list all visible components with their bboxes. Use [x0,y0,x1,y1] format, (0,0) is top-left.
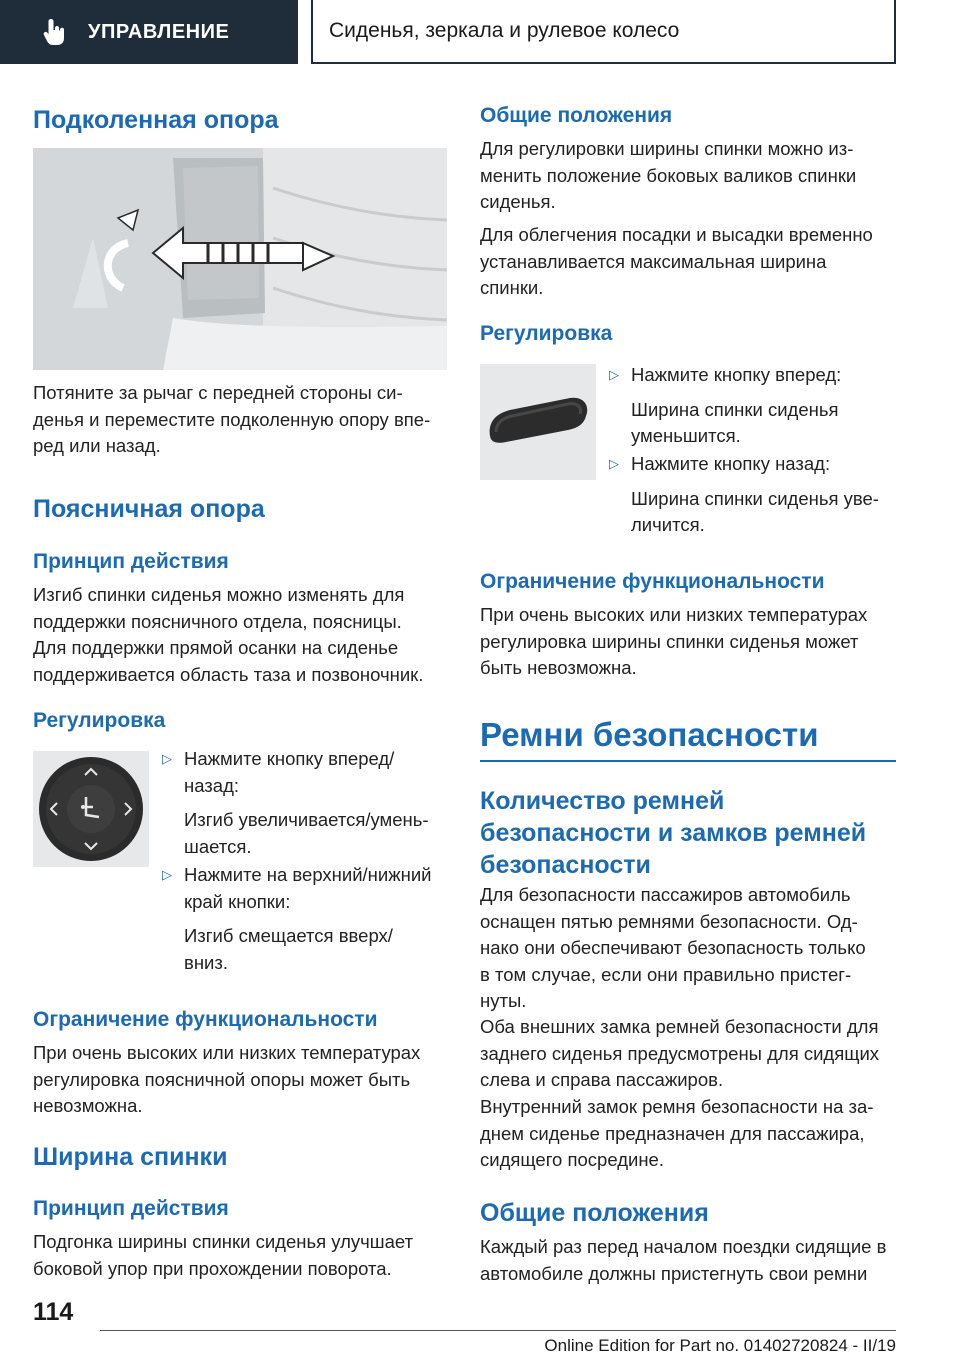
bullet-text: Нажмите кнопку вперед/ [184,748,395,769]
width-bullet-2 [609,451,896,539]
belt-count-line: заднего сиденья предусмотрены для сидящих [480,1042,880,1064]
general-line: Для регулировки ширины спинки можно из- [480,138,854,159]
lumbar-limit-heading: Ограничение функциональности [33,1008,378,1031]
general-line: устанавливается максимальная ширина [480,250,827,272]
general2-heading: Общие положения [480,1199,709,1227]
knee-text-line: денья и переместите подколенную опору впе- [33,408,431,430]
footer-divider [100,1330,896,1331]
bullet-result: Изгиб смещается вверх/ [184,925,393,946]
bullet-text: назад: [184,774,240,796]
width-adjust-heading: Регулировка [480,322,613,345]
lumbar-bullet-2 [162,862,447,976]
knee-text-line: ред или назад. [33,435,161,456]
bullet-triangle-icon: ▷ [609,367,619,382]
page-number: 114 [33,1298,74,1326]
belt-count-line: сидящего посредине. [480,1149,664,1170]
belt-count-line: Для безопасности пассажиров автомобиль [480,884,851,905]
bullet-text: Нажмите на верхний/нижний [184,864,432,885]
width-limit-line: регулировка ширины спинки сиденья может [480,630,859,652]
belt-count-line: нако они обеспечивают безопасность только [480,937,866,958]
belt-count-line: оснащен пятью ремнями безопасности. Од- [480,910,858,932]
belt-count-line: Внутренний замок ремня безопасности на за- [480,1096,874,1117]
knee-support-heading: Подколенная опора [33,106,279,134]
bullet-result: Ширина спинки сиденья уве- [631,487,879,509]
bullet-result: уменьшится. [631,425,741,446]
lumbar-bullet-1 [162,746,447,860]
bullet-text: Нажмите кнопку вперед: [631,364,842,385]
bullet-result: Изгиб увеличивается/умень- [184,809,429,830]
bullet-result: Ширина спинки сиденья [631,398,839,420]
bullet-triangle-icon: ▷ [609,456,619,471]
general2-line: Каждый раз перед началом поездки сидящие в [480,1236,887,1257]
lumbar-control-image [33,751,149,867]
knee-text-line: Потяните за рычаг с передней стороны си- [33,382,403,403]
lumbar-adjust-heading: Регулировка [33,709,166,732]
general-line: спинки. [480,277,544,298]
bullet-text: край кнопки: [184,890,291,912]
lumbar-principle-heading: Принцип действия [33,550,229,573]
lumbar-principle-line: поддержки поясничного отдела, поясницы. [33,610,402,632]
general-line: менить положение боковых валиков спинки [480,164,857,186]
chapter-title: Сиденья, зеркала и рулевое колесо [311,0,896,64]
belt-count-heading: безопасности и замков ремней [480,819,867,847]
seat-belts-heading: Ремни безопасности [480,716,819,753]
width-bullet-1 [609,362,896,450]
belt-count-line: в том случае, если они правильно пристег- [480,963,852,985]
lumbar-support-heading: Поясничная опора [33,495,265,523]
belt-count-heading: Количество ремней [480,787,725,815]
bullet-text: Нажмите кнопку назад: [631,453,831,474]
bullet-result: личится. [631,514,705,535]
lumbar-principle-line: Изгиб спинки сиденья можно изменять для [33,584,405,605]
knee-support-photo [33,148,447,370]
edition-note: Online Edition for Part no. 01402720824 - II/19 [544,1336,896,1355]
lumbar-limit-line: При очень высоких или низких температурах [33,1042,421,1063]
belt-count-line: Оба внешних замка ремней безопасности для [480,1016,879,1037]
bullet-result: вниз. [184,951,229,973]
width-limit-line: При очень высоких или низких температурах [480,604,868,625]
width-principle-line: Подгонка ширины спинки сиденья улучшает [33,1231,414,1252]
belt-count-heading: безопасности [480,851,651,879]
lumbar-limit-line: невозможна. [33,1095,143,1116]
belt-count-line: днем сиденье предназначен для пассажира, [480,1122,865,1144]
bullet-triangle-icon: ▷ [162,867,172,882]
width-button-image [480,364,596,480]
width-principle-line: боковой упор при прохождении поворота. [33,1257,392,1279]
title-divider [480,760,896,762]
general-line: сиденья. [480,191,556,212]
general-line: Для облегчения посадки и высадки временно [480,224,873,245]
backrest-width-heading: Ширина спинки [33,1143,228,1171]
general-heading: Общие положения [480,104,673,127]
bullet-triangle-icon: ▷ [162,751,172,766]
belt-count-line: нуты. [480,990,527,1011]
lumbar-limit-line: регулировка поясничной опоры может быть [33,1068,411,1090]
lumbar-principle-line: поддерживается область таза и позвоночник. [33,663,424,685]
bullet-result: шается. [184,835,252,857]
belt-count-line: слева и справа пассажиров. [480,1069,724,1090]
section-tab[interactable] [0,0,298,64]
width-limit-line: быть невозможна. [480,657,637,678]
lumbar-principle-line: Для поддержки прямой осанки на сиденье [33,637,399,658]
width-principle-heading: Принцип действия [33,1197,229,1220]
general2-line: автомобиле должны пристегнуть свои ремни [480,1262,868,1284]
width-limit-heading: Ограничение функциональности [480,570,825,593]
section-label: УПРАВЛЕНИЕ [88,20,230,43]
hand-pointer-icon [38,15,72,49]
